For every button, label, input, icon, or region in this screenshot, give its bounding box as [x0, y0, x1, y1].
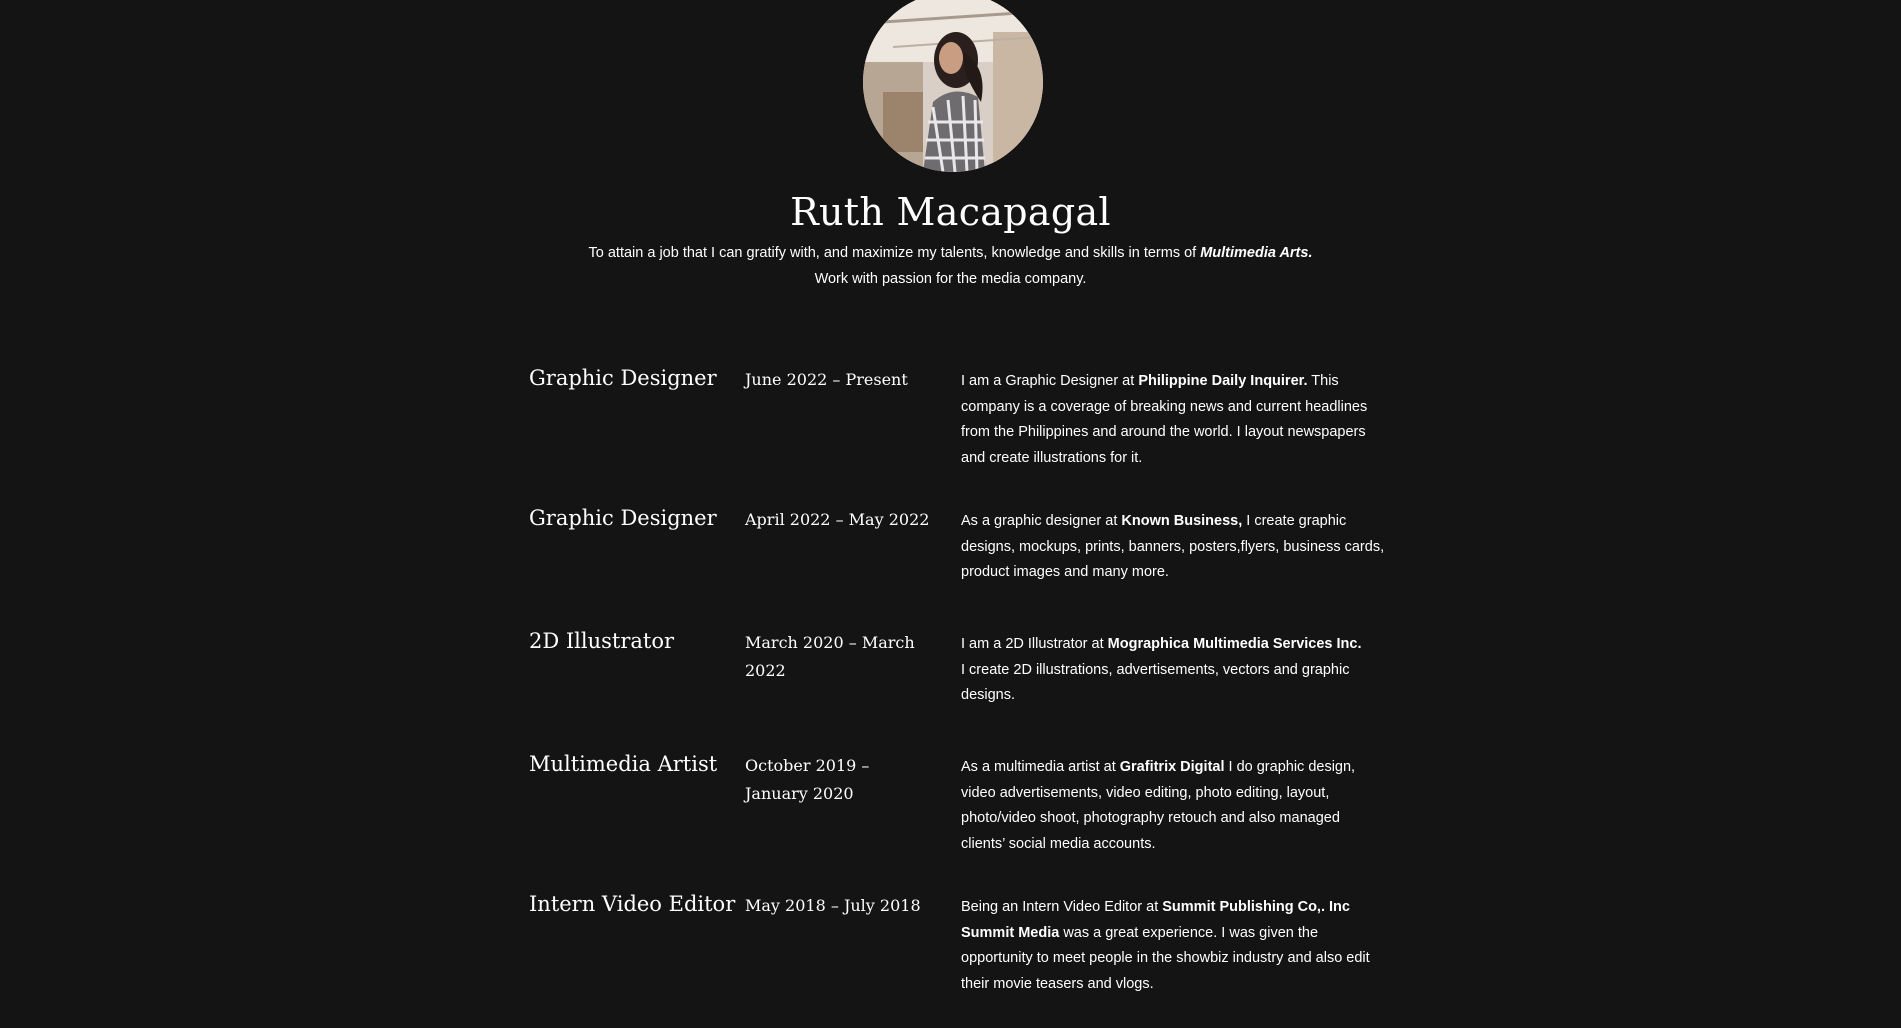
job-title: Graphic Designer: [529, 506, 717, 530]
job-desc-suffix: was a great experience. I was given the opportunity to meet people in the showbiz industry and also edit their movie teasers and vlogs.: [961, 924, 1370, 992]
job-company: Mographica Multimedia Services Inc.: [1107, 636, 1362, 652]
job-desc-prefix: As a graphic designer at: [961, 513, 1122, 529]
job-desc-prefix: I am a 2D Illustrator at: [961, 636, 1108, 652]
job-desc-prefix: As a multimedia artist at: [961, 759, 1120, 775]
job-desc-prefix: I am a Graphic Designer at: [961, 373, 1139, 389]
job-desc-suffix: I create graphic designs, mockups, prints, banners, posters,flyers, business cards, product images and many more.: [961, 513, 1385, 580]
job-dates: March 2020 – March 2022: [745, 633, 915, 680]
job-company: Grafitrix Digital: [1119, 759, 1225, 775]
job-dates: May 2018 – July 2018: [745, 896, 921, 915]
job-dates: April 2022 – May 2022: [745, 510, 930, 529]
job-dates: June 2022 – Present: [745, 370, 908, 389]
job-description: [961, 632, 1366, 709]
job-description: [961, 509, 1386, 586]
job-title: Graphic Designer: [529, 366, 717, 390]
objective-line1-prefix: To attain a job that I can gratify with, and maximize my talents, knowledge and skills in terms of: [588, 245, 1201, 261]
profile-photo: [863, 0, 1043, 172]
job-description: [961, 369, 1386, 471]
objective-emphasis: Multimedia Arts.: [1200, 245, 1313, 261]
job-description: [961, 895, 1386, 997]
job-company: Known Business,: [1121, 513, 1243, 529]
job-desc-suffix: I do graphic design, video advertisements, video editing, photo editing, layout, photo/video shoot, photography retouch and also managed clients’ social media accounts.: [961, 759, 1356, 852]
objective-text: [0, 240, 1901, 292]
profile-name: Ruth Macapagal: [790, 190, 1111, 234]
job-title: Multimedia Artist: [529, 752, 718, 776]
job-company: Summit Publishing Co,. Inc Summit Media: [961, 899, 1350, 941]
job-title: Intern Video Editor: [529, 892, 736, 916]
job-company: Philippine Daily Inquirer.: [1138, 373, 1308, 389]
job-desc-suffix: This company is a coverage of breaking news and current headlines from the Philippines and around the world. I layout newspapers and create illustrations for it.: [961, 373, 1368, 466]
job-title: 2D Illustrator: [529, 629, 675, 653]
job-dates: October 2019 – January 2020: [745, 756, 870, 803]
objective-line2: Work with passion for the media company.: [814, 271, 1087, 287]
job-description: [961, 755, 1386, 857]
job-desc-suffix: I create 2D illustrations, advertisements, vectors and graphic designs.: [961, 661, 1350, 703]
job-desc-prefix: Being an Intern Video Editor at: [961, 899, 1163, 915]
